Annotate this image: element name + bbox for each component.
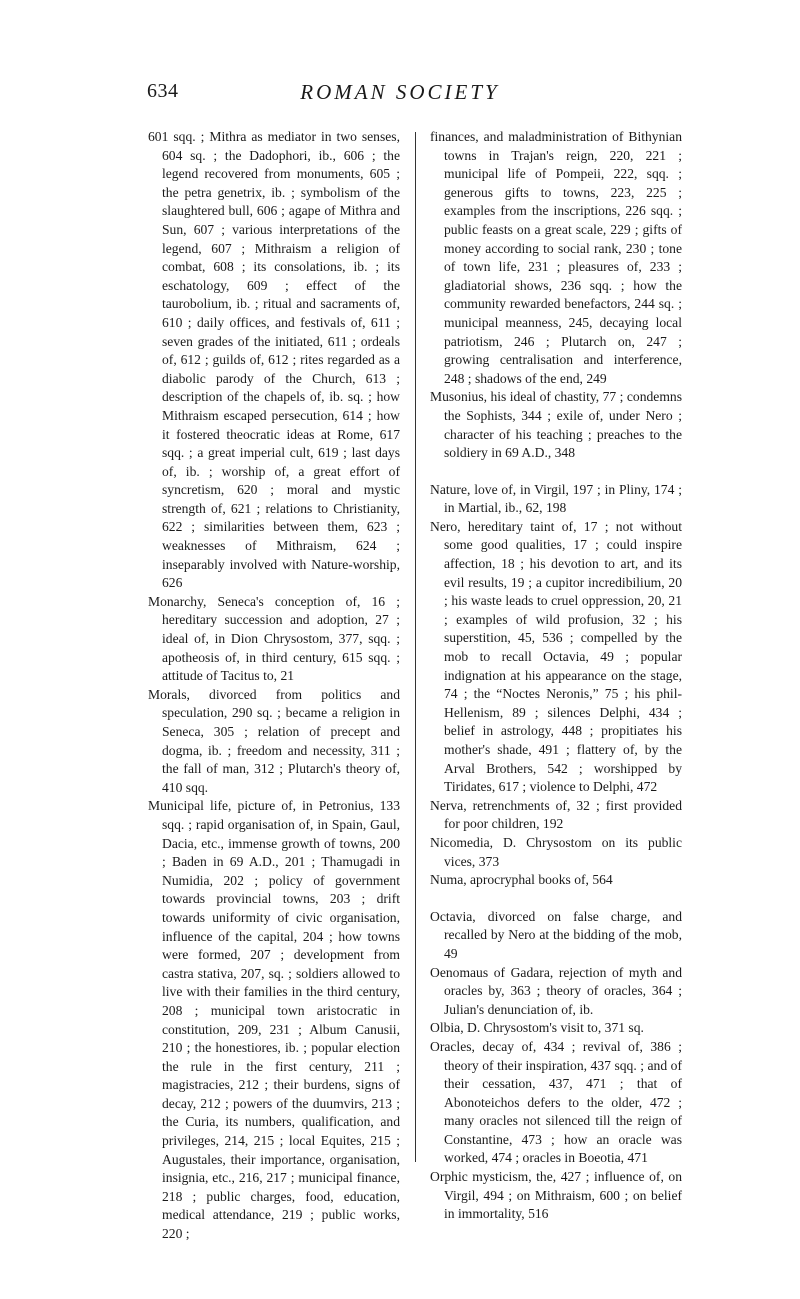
index-entry: Monarchy, Seneca's conception of, 16 ; hereditary succession and adoption, 27 ; ideal of, in Dion Chrysostom, 377, sqq. ; apotheosis of, in third century, 615 sqq. ; attitude of Tacitus to, 21: [148, 593, 400, 684]
column-divider: [415, 132, 416, 1162]
index-entry: 601 sqq. ; Mithra as mediator in two senses, 604 sq. ; the Dadophori, ib., 606 ; the legend recovered from monuments, 605 ; the petra genetrix, ib. ; symbolism of the slaughtered bull, 606 ; agape of Mithra and Sun, 607 ; various interpretations of the legend, 607 ; Mithraism a religion of combat, 608 ; its consolations, ib. ; its eschatology, 609 ; effect of the taurobolium, ib. ; ritual and sacraments of, 610 ; daily offices, and festivals of, 611 ; seven grades of the initiated, 611 ; ordeals of, 612 ; guilds of, 612 ; rites regarded as a diabolic parody of the Church, 613 ; description of the chapels of, ib. sq. ; how Mithraism escaped persecution, 614 ; how it fostered theocratic ideas at Rome, 617 sqq. ; a great imperial cult, 619 ; last days of, ib. ; worship of, a great effort of syncretism, 620 ; moral and mystic strength of, 621 ; relations to Christianity, 622 ; similarities between them, 623 ; weaknesses of Mithraism, 624 ; inseparably involved with Nature-worship, 626: [148, 129, 400, 591]
running-title: ROMAN SOCIETY: [300, 80, 500, 104]
index-entry: Morals, divorced from politics and speculation, 290 sq. ; became a religion in Seneca, 305 ; relation of precept and dogma, ib. ; freedom and necessity, 311 ; the fall of man, 312 ; Plutarch's theory of, 410 sqq.: [148, 686, 400, 795]
index-entry: Olbia, D. Chrysostom's visit to, 371 sq.: [430, 1020, 644, 1036]
index-entry: Nerva, retrenchments of, 32 ; first provided for poor children, 192: [430, 797, 682, 832]
page-header: [0, 80, 800, 120]
index-entry: Oracles, decay of, 434 ; revival of, 386 ; theory of their inspiration, 437 sqq. ; and of their cessation, 437, 471 ; that of Abonoteichos defers to the older, 472 ; many oracles not silenced till the reign of Constantine, 473 ; how an oracle was worked, 474 ; oracles in Boeotia, 471: [430, 1038, 682, 1166]
index-entry: finances, and maladministration of Bithynian towns in Trajan's reign, 220, 221 ; municipal life of Pompeii, 222, sqq. ; generous gifts to towns, 223, 225 ; examples from the inscriptions, 226 sqq. ; public feasts on a great scale, 229 ; gifts of money according to social rank, 230 ; tone of town life, 231 ; pleasures of, 233 ; gladiatorial shows, 236 sqq. ; how the community rewarded benefactors, 244 sq. ; municipal meanness, 245, decaying local patriotism, 246 ; Plutarch on, 247 ; growing centralisation and interference, 248 ; shadows of the end, 249: [430, 129, 682, 386]
left-column: [148, 128, 400, 1244]
right-column: [430, 128, 682, 1224]
index-entry: Oenomaus of Gadara, rejection of myth and oracles by, 363 ; theory of oracles, 364 ; Julian's denunciation of, ib.: [430, 964, 682, 1017]
index-entry: Octavia, divorced on false charge, and recalled by Nero at the bidding of the mob, 49: [430, 908, 682, 961]
index-entry: Municipal life, picture of, in Petronius, 133 sqq. ; rapid organisation of, in Spain, Gaul, Dacia, etc., immense growth of towns, 200 ; Baden in 69 A.D., 201 ; Thamugadi in Numidia, 202 ; policy of government towards provincial towns, 203 ; drift towards uniformity of civic organisation, influence of the capital, 204 ; how towns were formed, 207 ; development from castra stativa, 207, sq. ; soldiers allowed to live with their families in the third century, 208 ; municipal town aristocratic in constitution, 209, 231 ; Album Canusii, 210 ; the honestiores, ib. ; popular election the rule in the first century, 211 ; magistracies, 212 ; their burdens, signs of decay, 212 ; powers of the duumvirs, 213 ; the Curia, its numbers, qualification, and privileges, 214, 215 ; local Equites, 215 ; Augustales, their importance, organisation, insignia, etc., 216, 217 ; municipal finance, 218 ; public charges, food, education, medical attendance, 219 ; public works, 220 ;: [148, 798, 400, 1242]
page-number: 634: [147, 80, 179, 102]
index-columns: [148, 128, 688, 1242]
index-entry: Nicomedia, D. Chrysostom on its public vices, 373: [430, 834, 682, 869]
index-entry: Numa, aprocryphal books of, 564: [430, 872, 613, 888]
index-entry: Orphic mysticism, the, 427 ; influence of, on Virgil, 494 ; on Mithraism, 600 ; on belief in immortality, 516: [430, 1169, 682, 1222]
index-entry: Nero, hereditary taint of, 17 ; not without some good qualities, 17 ; could inspire affection, 18 ; his devotion to art, and its evil results, 19 ; a cupitor incredibilium, 20 ; his waste leads to cruel oppression, 20, 21 ; examples of wild profusion, 32 ; his superstition, 45, 536 ; compelled by the mob to recall Octavia, 49 ; popular indignation at his appearance on the stage, 74 ; the “Noctes Neronis,” 75 ; his phil-Hellenism, 89 ; silences Delphi, 434 ; belief in astrology, 448 ; propitiates his mother's shade, 491 ; flattery of, by the Arval Brothers, 542 ; worshipped by Tiridates, 617 ; violence to Delphi, 472: [430, 518, 682, 795]
index-entry: Nature, love of, in Virgil, 197 ; in Pliny, 174 ; in Martial, ib., 62, 198: [430, 481, 682, 516]
index-entry: Musonius, his ideal of chastity, 77 ; condemns the Sophists, 344 ; exile of, under Nero ; character of his teaching ; preaches to the soldiery in 69 A.D., 348: [430, 389, 682, 461]
